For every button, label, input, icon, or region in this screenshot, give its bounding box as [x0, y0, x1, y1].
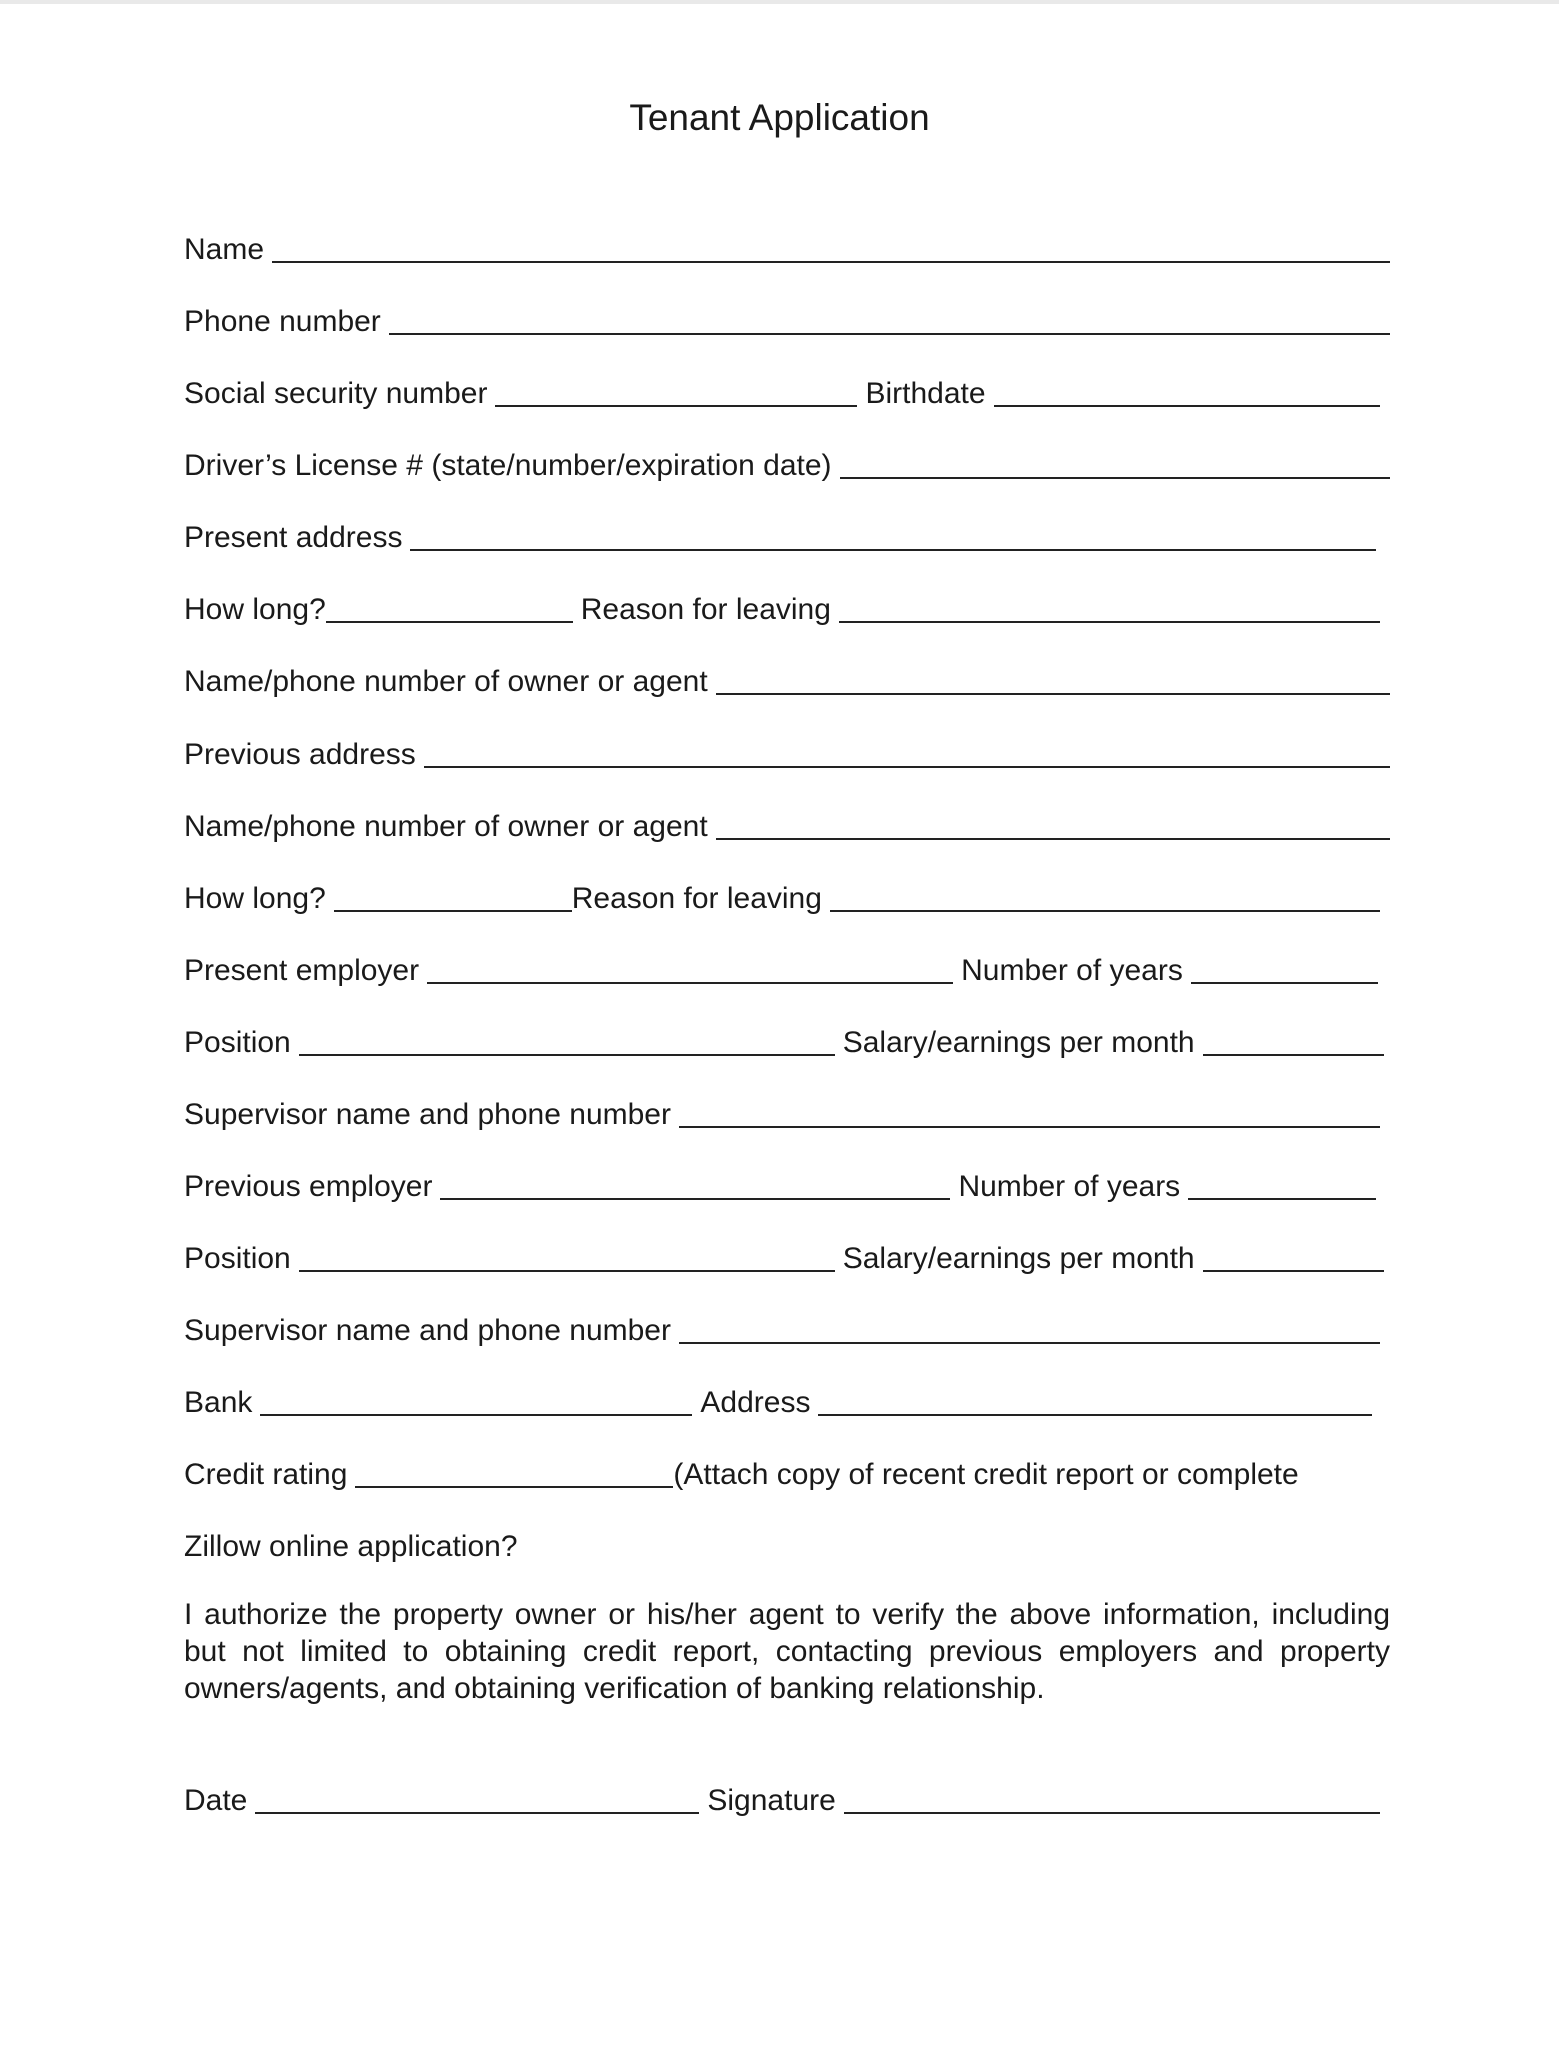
reason-label-1: Reason for leaving	[580, 593, 831, 626]
present-address-row	[184, 510, 1390, 556]
phone-row	[184, 294, 1390, 340]
credit-rating-row	[184, 1447, 1390, 1493]
salary-label-2: Salary/earnings per month	[842, 1242, 1195, 1275]
previous-employer-row	[184, 1159, 1390, 1205]
years-field-1[interactable]	[1191, 982, 1378, 984]
present-employer-field[interactable]	[427, 982, 953, 984]
position-field-1[interactable]	[299, 1054, 835, 1056]
authorization-paragraph: I authorize the property owner or his/her agent to verify the above information, including but not limited to obtaining credit report, contacting previous employers and property owners/agents, and obtaining verification of banking relationship.	[184, 1598, 1390, 1705]
owner-agent-row-1	[184, 654, 1390, 700]
credit-rating-label: Credit rating	[184, 1458, 348, 1491]
phone-label: Phone number	[184, 305, 381, 338]
reason-field-1[interactable]	[839, 621, 1380, 623]
signature-label: Signature	[707, 1784, 836, 1817]
birthdate-field[interactable]	[994, 405, 1380, 407]
position-row-2	[184, 1231, 1390, 1277]
position-field-2[interactable]	[299, 1270, 835, 1272]
ssn-label: Social security number	[184, 377, 488, 410]
owner-agent-label-2: Name/phone number of owner or agent	[184, 810, 708, 843]
date-label: Date	[184, 1784, 248, 1817]
name-label: Name	[184, 233, 265, 266]
date-signature-row	[184, 1773, 1390, 1819]
supervisor-label-1: Supervisor name and phone number	[184, 1098, 671, 1131]
owner-agent-field-1[interactable]	[716, 693, 1390, 695]
drivers-license-row	[184, 438, 1390, 484]
owner-agent-row-2	[184, 799, 1390, 845]
page-title: Tenant Application	[629, 97, 930, 138]
supervisor-row-2	[184, 1303, 1390, 1349]
previous-address-field[interactable]	[424, 766, 1390, 768]
years-label-1: Number of years	[961, 954, 1183, 987]
owner-agent-field-2[interactable]	[716, 838, 1390, 840]
bank-label: Bank	[184, 1386, 253, 1419]
zillow-label: Zillow online application?	[184, 1530, 518, 1563]
position-row-1	[184, 1015, 1390, 1061]
how-long-field-2[interactable]	[334, 910, 572, 912]
reason-field-2[interactable]	[830, 910, 1380, 912]
previous-employer-label: Previous employer	[184, 1170, 433, 1203]
years-label-2: Number of years	[958, 1170, 1181, 1203]
name-field[interactable]	[272, 261, 1390, 263]
owner-agent-label-1: Name/phone number of owner or agent	[184, 665, 708, 698]
bank-address-label: Address	[700, 1386, 811, 1419]
present-address-field[interactable]	[410, 549, 1376, 551]
ssn-birthdate-row	[184, 366, 1390, 412]
salary-label-1: Salary/earnings per month	[842, 1026, 1195, 1059]
position-label-2: Position	[184, 1242, 291, 1275]
years-field-2[interactable]	[1188, 1198, 1376, 1200]
supervisor-field-1[interactable]	[679, 1126, 1380, 1128]
salary-field-1[interactable]	[1203, 1054, 1384, 1056]
bank-field[interactable]	[260, 1414, 692, 1416]
reason-label-2: Reason for leaving	[571, 882, 822, 915]
phone-field[interactable]	[389, 333, 1390, 335]
present-employer-label: Present employer	[184, 954, 420, 987]
drivers-license-field[interactable]	[840, 477, 1390, 479]
ssn-field[interactable]	[495, 405, 857, 407]
previous-address-label: Previous address	[184, 738, 416, 771]
how-long-field-1[interactable]	[326, 621, 573, 623]
position-label-1: Position	[184, 1026, 291, 1059]
present-address-label: Present address	[184, 521, 403, 554]
bank-address-field[interactable]	[818, 1414, 1372, 1416]
drivers-license-label: Driver’s License # (state/number/expiration date)	[184, 449, 832, 482]
supervisor-field-2[interactable]	[679, 1342, 1380, 1344]
how-long-label-1: How long?	[184, 593, 326, 626]
name-row	[184, 222, 1390, 268]
how-long-label-2: How long?	[184, 882, 326, 915]
supervisor-label-2: Supervisor name and phone number	[184, 1314, 671, 1347]
signature-field[interactable]	[844, 1812, 1380, 1814]
birthdate-label: Birthdate	[865, 377, 986, 410]
credit-rating-field[interactable]	[355, 1486, 673, 1488]
present-employer-row	[184, 943, 1390, 989]
page-top-edge	[0, 0, 1559, 4]
how-long-row-1	[184, 582, 1390, 628]
date-field[interactable]	[255, 1812, 699, 1814]
salary-field-2[interactable]	[1203, 1270, 1384, 1272]
previous-employer-field[interactable]	[440, 1198, 950, 1200]
supervisor-row-1	[184, 1087, 1390, 1133]
bank-row	[184, 1375, 1390, 1421]
zillow-row	[184, 1519, 1390, 1565]
previous-address-row	[184, 727, 1390, 773]
credit-note: (Attach copy of recent credit report or complete	[673, 1458, 1299, 1491]
how-long-row-2	[184, 871, 1390, 917]
